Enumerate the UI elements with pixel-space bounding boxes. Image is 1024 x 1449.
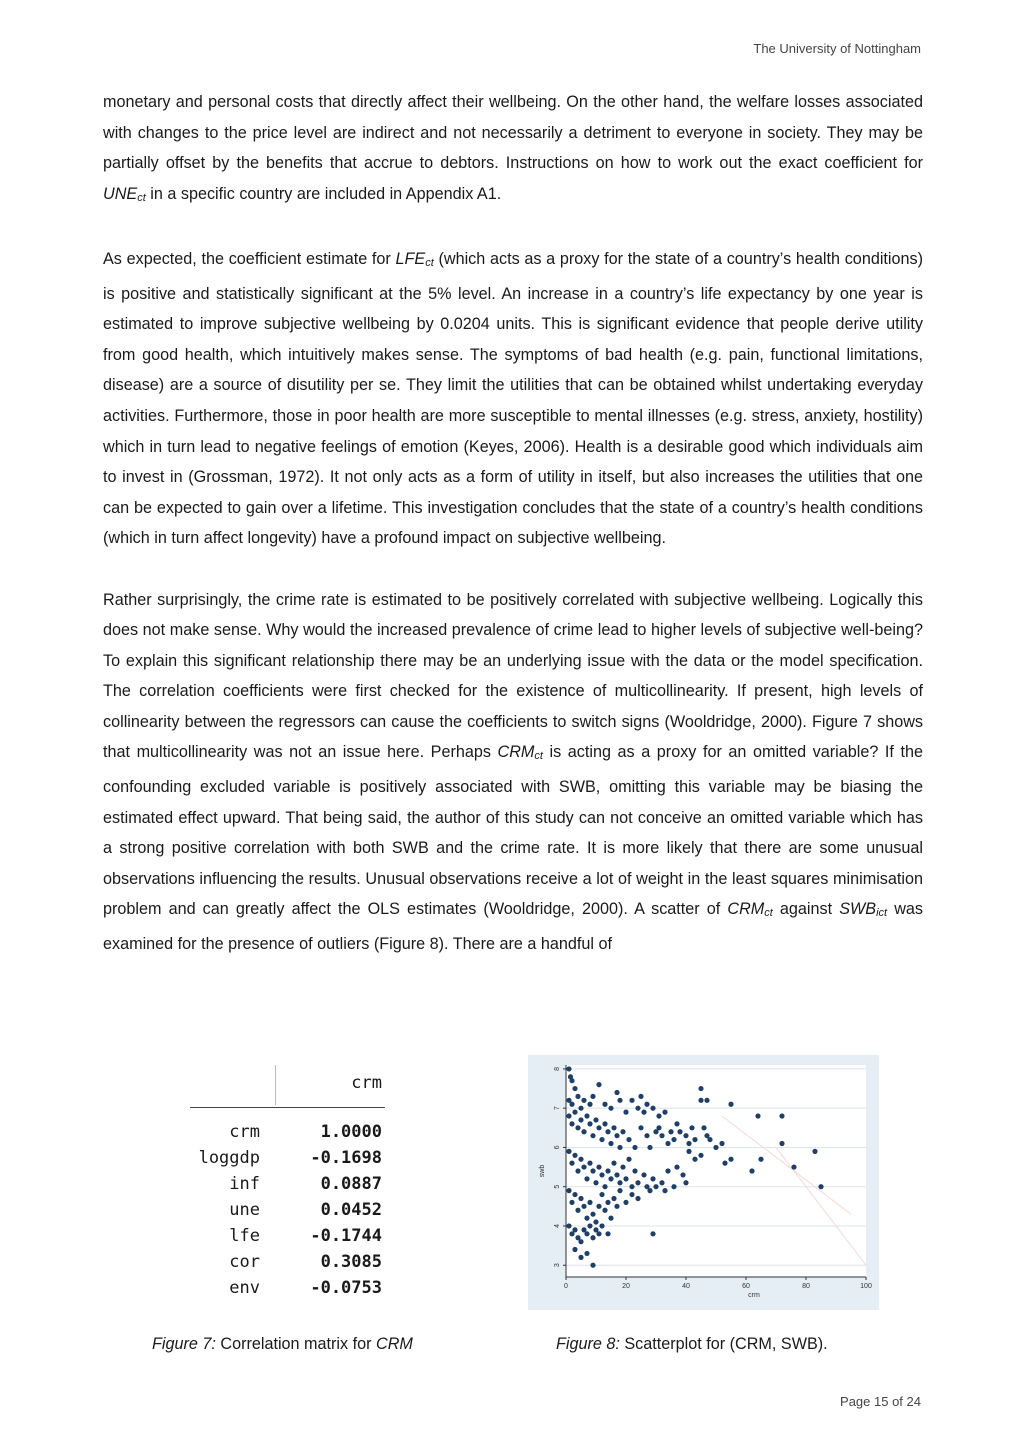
data-point — [629, 1192, 634, 1197]
data-point — [728, 1102, 733, 1107]
data-point — [599, 1223, 604, 1228]
data-point — [581, 1129, 586, 1134]
data-point — [698, 1086, 703, 1091]
data-point — [569, 1102, 574, 1107]
data-point — [572, 1192, 577, 1197]
data-point — [608, 1141, 613, 1146]
data-point — [596, 1204, 601, 1209]
data-point — [590, 1094, 595, 1099]
data-point — [728, 1157, 733, 1162]
data-point — [596, 1164, 601, 1169]
data-point — [755, 1113, 760, 1118]
data-point — [566, 1223, 571, 1228]
table-row — [190, 1278, 385, 1304]
data-point — [623, 1110, 628, 1115]
table-row — [190, 1174, 385, 1200]
data-point — [569, 1161, 574, 1166]
data-point — [698, 1153, 703, 1158]
data-point — [602, 1184, 607, 1189]
row-value: 1.0000 — [320, 1122, 382, 1142]
row-label: inf — [229, 1174, 260, 1194]
data-point — [593, 1219, 598, 1224]
data-point — [605, 1129, 610, 1134]
data-point — [611, 1161, 616, 1166]
data-point — [590, 1263, 595, 1268]
data-point — [575, 1125, 580, 1130]
data-point — [605, 1200, 610, 1205]
correlation-rows — [190, 1122, 385, 1304]
table-row — [190, 1200, 385, 1226]
data-point — [599, 1172, 604, 1177]
data-point — [641, 1172, 646, 1177]
data-point — [719, 1141, 724, 1146]
y-tick-label: 7 — [554, 1106, 561, 1111]
data-point — [578, 1117, 583, 1122]
x-tick-label: 40 — [682, 1283, 690, 1290]
data-point — [704, 1098, 709, 1103]
data-point — [818, 1184, 823, 1189]
data-point — [722, 1161, 727, 1166]
paragraph-1: monetary and personal costs that directly affect their wellbeing. On the other hand, the welfare losses associated with changes to the price level are indirect and not necessarily a detriment to everyone in society. They may be partially offset by the benefits that accrue to debtors. Instructions on how to work out the exact coefficient for $UNE_{ct}$ in a specific country are included in Appendix A1. — [103, 93, 923, 204]
data-point — [611, 1196, 616, 1201]
data-point — [584, 1176, 589, 1181]
data-point — [614, 1204, 619, 1209]
data-point — [644, 1102, 649, 1107]
data-point — [584, 1216, 589, 1221]
data-point — [635, 1106, 640, 1111]
data-point — [638, 1094, 643, 1099]
data-point — [665, 1168, 670, 1173]
data-point — [572, 1247, 577, 1252]
x-tick-label: 0 — [564, 1283, 568, 1290]
data-point — [602, 1102, 607, 1107]
data-point — [587, 1200, 592, 1205]
header-rule — [190, 1107, 385, 1108]
data-point — [575, 1208, 580, 1213]
data-point — [605, 1231, 610, 1236]
x-tick-label: 20 — [622, 1283, 630, 1290]
paragraph-2: As expected, the coefficient estimate for $LFE_{ct}$ (which acts as a proxy for the state of a country’s health conditions) is positive and statistically significant at the 5% level. An increase in a country’s life expectancy by one year is estimated to improve subjective wellbeing by 0.0204 units. This is significant evidence that people derive utility from good health, which intuitively makes sense. The symptoms of bad health (e.g. pain, functional limitations, disease) are a source of disutility per se. They limit the utilities that can be obtained whilst undertaking everyday activities. Furthermore, those in poor health are more susceptible to mental illnesses (e.g. stress, anxiety, hostility) which in turn lead to negative feelings of emotion (Keyes, 2006). Health is a desirable good which individuals aim to invest in (Grossman, 1972). It not only acts as a form of utility in itself, but also increases the utilities that one can be expected to gain over a lifetime. This investigation concludes that the state of a country’s health conditions (which in turn affect longevity) have a profound impact on subjective wellbeing. — [103, 249, 923, 548]
table-row — [190, 1226, 385, 1252]
data-point — [653, 1184, 658, 1189]
data-point — [623, 1176, 628, 1181]
x-tick-label: 100 — [860, 1283, 872, 1290]
data-point — [620, 1129, 625, 1134]
column-header: crm — [351, 1073, 382, 1093]
data-point — [791, 1164, 796, 1169]
data-point — [581, 1164, 586, 1169]
data-point — [587, 1223, 592, 1228]
data-point — [623, 1200, 628, 1205]
row-value: -0.0753 — [310, 1278, 382, 1298]
data-point — [641, 1110, 646, 1115]
data-point — [599, 1192, 604, 1197]
table-row — [190, 1252, 385, 1278]
row-label: lfe — [229, 1226, 260, 1246]
data-point — [629, 1184, 634, 1189]
data-point — [572, 1110, 577, 1115]
data-point — [626, 1137, 631, 1142]
data-point — [596, 1231, 601, 1236]
data-point — [662, 1188, 667, 1193]
data-point — [638, 1125, 643, 1130]
data-point — [587, 1102, 592, 1107]
data-point — [569, 1078, 574, 1083]
data-point — [575, 1094, 580, 1099]
table-row — [190, 1122, 385, 1148]
data-point — [599, 1137, 604, 1142]
data-point — [656, 1113, 661, 1118]
data-point — [590, 1212, 595, 1217]
data-point — [680, 1172, 685, 1177]
row-value: 0.0887 — [320, 1174, 382, 1194]
data-point — [656, 1125, 661, 1130]
paragraph-3: Rather surprisingly, the crime rate is estimated to be positively correlated with subjective wellbeing. Logically this does not make sense. Why would the increased prevalence of crime lead to higher levels of subjective well-being? To explain this significant relationship there may be an underlying issue with the data or the model specification. The correlation coefficients were first checked for the existence of multicollinearity. If present, high levels of collinearity between the regressors can cause the coefficients to switch signs (Wooldridge, 2000). Figure 7 shows that multicollinearity was not an issue here. Perhaps $CRM_{ct}$ is acting as a proxy for an omitted variable? If the confounding excluded variable is positively associated with SWB, omitting this variable may be biasing the estimated effect upward. That being said, the author of this study can not conceive an omitted variable which has a strong positive correlation with both SWB and the crime rate. It is more likely that there are some unusual observations influencing the results. Unusual observations receive a lot of weight in the least squares minimisation problem and can greatly affect the OLS estimates (Wooldridge, 2000). A scatter of $CRM_{ct}$ against $SWB_{ict}$ was examined for the presence of outliers (Figure 8). There are a handful of — [103, 590, 923, 954]
data-point — [584, 1113, 589, 1118]
data-point — [602, 1208, 607, 1213]
data-point — [632, 1145, 637, 1150]
data-point — [698, 1098, 703, 1103]
data-point — [659, 1133, 664, 1138]
page-number: Page 15 of 24 — [840, 1394, 921, 1409]
data-point — [578, 1239, 583, 1244]
data-point — [578, 1106, 583, 1111]
data-point — [758, 1157, 763, 1162]
data-point — [569, 1121, 574, 1126]
data-point — [587, 1161, 592, 1166]
data-point — [593, 1117, 598, 1122]
data-point — [665, 1141, 670, 1146]
running-header: The University of Nottingham — [753, 41, 921, 56]
row-value: -0.1698 — [310, 1148, 382, 1168]
data-point — [572, 1086, 577, 1091]
data-point — [689, 1125, 694, 1130]
data-point — [713, 1145, 718, 1150]
data-point — [701, 1125, 706, 1130]
data-point — [566, 1113, 571, 1118]
data-point — [707, 1137, 712, 1142]
scatterplot — [528, 1055, 879, 1310]
data-point — [626, 1157, 631, 1162]
row-label: env — [229, 1278, 260, 1298]
data-point — [614, 1133, 619, 1138]
data-point — [566, 1188, 571, 1193]
data-point — [566, 1066, 571, 1071]
y-axis-label: swb — [539, 1164, 546, 1178]
data-point — [620, 1164, 625, 1169]
data-point — [614, 1172, 619, 1177]
data-point — [647, 1145, 652, 1150]
data-point — [584, 1231, 589, 1236]
data-point — [617, 1180, 622, 1185]
data-point — [671, 1184, 676, 1189]
data-point — [617, 1188, 622, 1193]
data-point — [629, 1098, 634, 1103]
data-point — [596, 1125, 601, 1130]
data-point — [662, 1110, 667, 1115]
data-point — [635, 1196, 640, 1201]
row-label: crm — [229, 1122, 260, 1142]
data-point — [668, 1129, 673, 1134]
data-point — [659, 1180, 664, 1185]
figure-8-caption: Figure 8: Scatterplot for (CRM, SWB). — [556, 1335, 828, 1353]
data-point — [632, 1168, 637, 1173]
y-tick-label: 3 — [554, 1263, 561, 1268]
data-point — [605, 1168, 610, 1173]
x-axis-label: crm — [748, 1292, 760, 1299]
data-point — [692, 1157, 697, 1162]
data-point — [584, 1251, 589, 1256]
row-value: 0.3085 — [320, 1252, 382, 1272]
data-point — [677, 1129, 682, 1134]
data-point — [650, 1176, 655, 1181]
data-point — [749, 1168, 754, 1173]
data-point — [779, 1113, 784, 1118]
data-point — [593, 1180, 598, 1185]
data-point — [581, 1098, 586, 1103]
data-point — [779, 1141, 784, 1146]
data-point — [617, 1145, 622, 1150]
data-point — [569, 1200, 574, 1205]
row-value: 0.0452 — [320, 1200, 382, 1220]
table-row — [190, 1148, 385, 1174]
row-label: cor — [229, 1252, 260, 1272]
row-label: une — [229, 1200, 260, 1220]
data-point — [587, 1121, 592, 1126]
data-point — [608, 1176, 613, 1181]
data-point — [590, 1235, 595, 1240]
data-point — [647, 1188, 652, 1193]
data-point — [674, 1164, 679, 1169]
y-tick-label: 4 — [554, 1224, 561, 1228]
data-point — [674, 1121, 679, 1126]
data-point — [581, 1204, 586, 1209]
plot-area — [566, 1065, 866, 1277]
body-text — [103, 87, 923, 960]
x-tick-label: 80 — [802, 1283, 810, 1290]
data-point — [644, 1133, 649, 1138]
data-point — [578, 1157, 583, 1162]
y-tick-label: 6 — [554, 1145, 561, 1150]
data-point — [614, 1090, 619, 1095]
data-point — [590, 1133, 595, 1138]
data-point — [578, 1255, 583, 1260]
row-label: loggdp — [198, 1148, 260, 1168]
data-point — [608, 1216, 613, 1221]
y-tick-label: 5 — [554, 1184, 561, 1189]
data-point — [596, 1082, 601, 1087]
data-point — [608, 1106, 613, 1111]
data-point — [575, 1168, 580, 1173]
data-point — [686, 1141, 691, 1146]
data-point — [650, 1106, 655, 1111]
data-point — [650, 1231, 655, 1236]
y-tick-label: 8 — [554, 1066, 561, 1071]
data-point — [812, 1149, 817, 1154]
data-point — [611, 1125, 616, 1130]
data-point — [572, 1227, 577, 1232]
data-point — [683, 1133, 688, 1138]
data-point — [692, 1137, 697, 1142]
data-point — [635, 1180, 640, 1185]
data-point — [572, 1153, 577, 1158]
data-point — [602, 1121, 607, 1126]
data-point — [566, 1149, 571, 1154]
data-point — [671, 1137, 676, 1142]
data-point — [683, 1180, 688, 1185]
data-point — [578, 1196, 583, 1201]
x-tick-label: 60 — [742, 1283, 750, 1290]
figure-7-caption: Figure 7: Correlation matrix for CRM — [152, 1335, 413, 1353]
data-point — [590, 1168, 595, 1173]
data-point — [686, 1149, 691, 1154]
row-value: -0.1744 — [310, 1226, 382, 1246]
data-point — [617, 1098, 622, 1103]
